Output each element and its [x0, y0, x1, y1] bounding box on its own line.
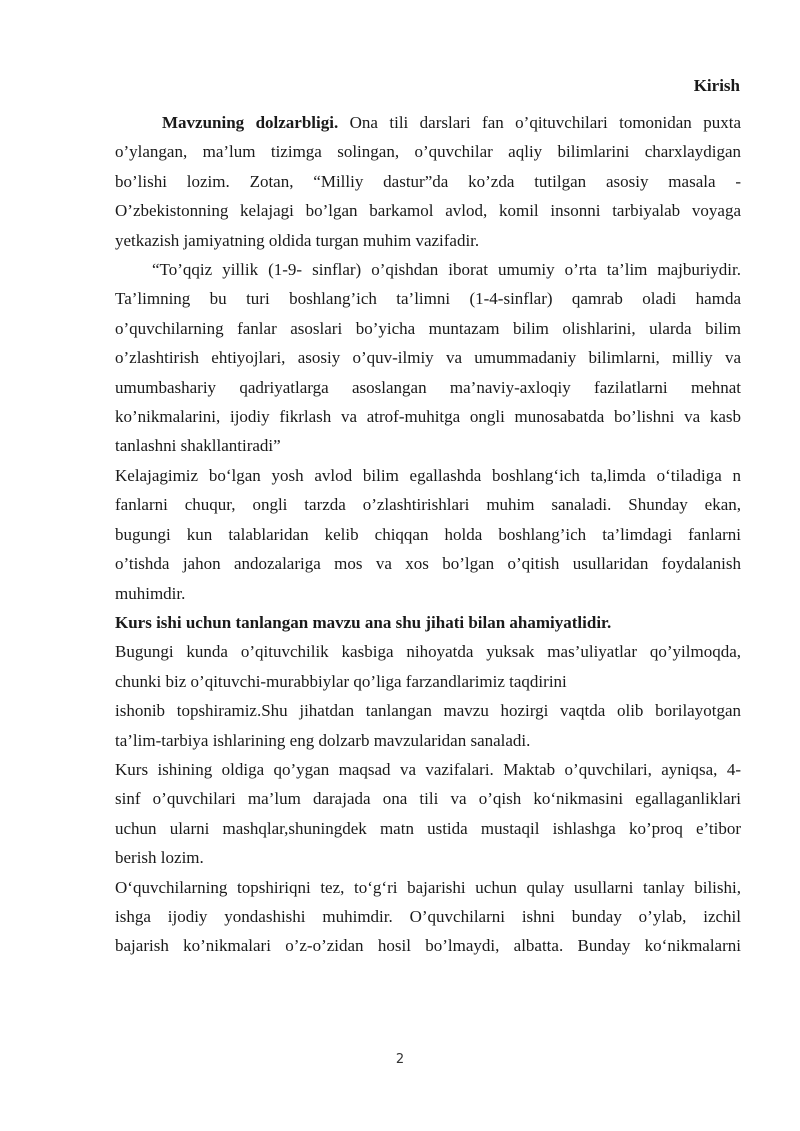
paragraph-topic-importance: [115, 608, 741, 637]
text-fragment: Ona tili darslari fan o’qituvchilari tomonidan puxta: [338, 113, 741, 132]
paragraph-goals: [115, 755, 741, 873]
text-line: [115, 108, 741, 137]
page-number: 2: [395, 1052, 405, 1067]
paragraph-skills: [115, 873, 741, 961]
text-line: ishonib topshiramiz.Shu jihatdan tanlangan mavzu hozirgi vaqtda olib borilayotgan: [115, 701, 741, 721]
text-line: tanlashni shakllantiradi”: [115, 436, 281, 456]
text-line: O’zbekistonning kelajagi bo’lgan barkamol avlod, komil insonni tarbiyalab voyaga: [115, 201, 741, 221]
text-line: Bugungi kunda o’qituvchilik kasbiga nihoyatda yuksak mas’uliyatlar qo’yilmoqda,: [115, 642, 741, 662]
text-line: fanlarni chuqur, ongli tarzda o’zlashtirishlari muhim sanaladi. Shunday ekan,: [115, 495, 741, 515]
text-line: muhimdir.: [115, 583, 186, 603]
text-line: umumbashariy qadriyatlarga asoslangan ma’naviy-axloqiy fazilatlarni mehnat: [115, 377, 741, 397]
text-line: o’zlashtirish ehtiyojlari, asosiy o’quv-ilmiy va umummadaniy bilimlarni, milliy va: [115, 348, 741, 368]
text-line: o’tishda jahon andozalariga mos va xos bo’lgan o’qitish usullaridan foydalanish: [115, 554, 741, 574]
text-line: berish lozim.: [115, 848, 204, 868]
paragraph-future: [115, 461, 741, 608]
text-line: ko’nikmalarini, ijodiy fikrlash va atrof-muhitga ongli munosabatda bo’lishni va kasb: [115, 407, 741, 427]
text-line: chunki biz o’qituvchi-murabbiylar qo’liga farzandlarimiz taqdirini: [115, 671, 567, 691]
paragraph-lead: Mavzuning dolzarbligi.: [162, 113, 339, 132]
text-line: sinf o’quvchilari ma’lum darajada ona tili va o’qish ko‘nikmasini egallaganliklari: [115, 789, 741, 809]
text-line: bajarish ko’nikmalari o’z-o’zidan hosil bo’lmaydi, albatta. Bunday ko‘nikmalarni: [115, 936, 741, 956]
section-heading: Kirish: [693, 76, 740, 95]
text-line: ishga ijodiy yondashishi muhimdir. O’quvchilarni ishni bunday o’ylab, izchil: [115, 906, 741, 926]
paragraph-teaching: [115, 637, 741, 755]
text-line: “To’qqiz yillik (1-9- sinflar) o’qishdan iborat umumiy o’rta ta’lim majburiydir.: [152, 260, 741, 280]
text-line: Kurs ishining oldiga qo’ygan maqsad va vazifalari. Maktab o’quvchilari, ayniqsa, 4-: [115, 759, 741, 779]
text-line: o’ylangan, ma’lum tizimga solingan, o’quvchilar aqliy bilimlarini charxlaydigan: [115, 142, 741, 162]
text-line: Ta’limning bu turi boshlang’ich ta’limni (1-4-sinflar) qamrab oladi hamda: [115, 289, 741, 309]
text-line: yetkazish jamiyatning oldida turgan muhim vazifadir.: [115, 230, 480, 250]
bold-statement: Kurs ishi uchun tanlangan mavzu ana shu jihati bilan ahamiyatlidir.: [115, 612, 612, 632]
text-line: Kelajagimiz bo‘lgan yosh avlod bilim egallashda boshlang‘ich ta,limda o‘tiladiga n: [115, 465, 741, 485]
body-text: [115, 108, 741, 961]
text-line: uchun ularni mashqlar,shuningdek matn ustida mustaqil ishlashga ko’proq e’tibor: [115, 818, 741, 838]
text-line: o’quvchilarning fanlar asoslari bo’yicha muntazam bilim olishlarini, ularda bilim: [115, 318, 741, 338]
text-line: O‘quvchilarning topshiriqni tez, to‘g‘ri bajarishi uchun qulay usullarni tanlay bilishi,: [115, 877, 741, 897]
paragraph-relevance: [115, 108, 741, 255]
paragraph-quote: [115, 255, 741, 461]
text-line: bo’lishi lozim. Zotan, “Milliy dastur”da ko’zda tutilgan asosiy masala -: [115, 171, 741, 191]
text-line: bugungi kun talablaridan kelib chiqqan holda boshlang’ich ta’limdagi fanlarni: [115, 524, 741, 544]
text-line: ta’lim-tarbiya ishlarining eng dolzarb mavzularidan sanaladi.: [115, 730, 531, 750]
